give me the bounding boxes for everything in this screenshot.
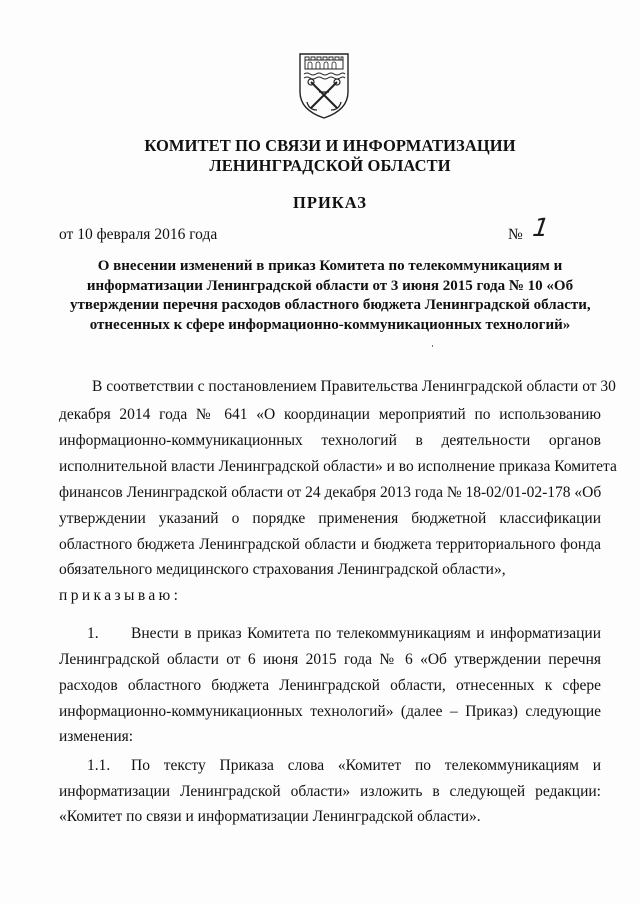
organization-name-line-1: КОМИТЕТ ПО СВЯЗИ И ИНФОРМАТИЗАЦИИ bbox=[144, 136, 516, 155]
subject-line: утверждении перечня расходов областного бюджета Ленинградской области, bbox=[70, 297, 591, 313]
document-date: от 10 февраля 2016 года bbox=[59, 226, 218, 243]
item-1-number: 1. bbox=[87, 625, 99, 642]
order-word: приказываю: bbox=[59, 587, 182, 604]
preamble-line: областного бюджета Ленинградской области и бюджета территориального фонда bbox=[59, 536, 601, 553]
document-type-title: ПРИКАЗ bbox=[293, 193, 367, 212]
organization-name-line-2: ЛЕНИНГРАДСКОЙ ОБЛАСТИ bbox=[209, 156, 451, 175]
subject-line: информатизации Ленинградской области от 3 июня 2015 года № 10 «Об bbox=[86, 277, 574, 294]
preamble-line: финансов Ленинградской области от 24 декабря 2013 года № 18-02/01-02-178 «Об bbox=[59, 484, 602, 501]
preamble-line: исполнительной власти Ленинградской области» и во исполнение приказа Комитета bbox=[59, 458, 617, 475]
subject-line: отнесенных к сфере информационно-коммуникационных технологий» bbox=[89, 316, 571, 333]
document-subject bbox=[70, 257, 590, 335]
item-1-1-line: информатизации Ленинградской области» изложить в следующей редакции: bbox=[59, 783, 601, 800]
preamble-line: В соответствии с постановлением Правительства Ленинградской области от 30 bbox=[92, 378, 616, 395]
preamble-line: утверждении указаний о порядке применения бюджетной классификации bbox=[59, 510, 601, 527]
subject-line: О внесении изменений в приказ Комитета по телекоммуникациям и bbox=[97, 258, 563, 274]
preamble-line: декабря 2014 года № 641 «О координации мероприятий по использованию bbox=[59, 406, 601, 423]
item-1-1-number: 1.1. bbox=[87, 757, 111, 774]
item-1-line: Ленинградской области от 6 июня 2015 года № 6 «Об утверждении перечня bbox=[59, 651, 601, 668]
document-number-handwritten: 1 bbox=[530, 213, 551, 242]
item-1-line: информационно-коммуникационных технологий» (далее – Приказ) следующие bbox=[59, 703, 601, 720]
scan-speck bbox=[432, 345, 433, 347]
preamble-line: обязательного медицинского страхования Ленинградской области», bbox=[59, 561, 506, 578]
preamble-line: информационно-коммуникационных технологий в деятельности органов bbox=[59, 432, 601, 449]
item-1-1-line: «Комитет по связи и информатизации Ленинградской области». bbox=[59, 808, 481, 825]
item-1-line: изменения: bbox=[59, 728, 134, 745]
document-number-label: № bbox=[508, 226, 523, 243]
item-1-line: расходов областного бюджета Ленинградской области, отнесенных к сфере bbox=[59, 677, 601, 694]
item-1-1-line: По тексту Приказа слова «Комитет по телекоммуникациям и bbox=[131, 757, 601, 774]
coat-of-arms-emblem bbox=[297, 52, 351, 120]
item-1-line: Внести в приказ Комитета по телекоммуникациям и информатизации bbox=[131, 625, 601, 642]
